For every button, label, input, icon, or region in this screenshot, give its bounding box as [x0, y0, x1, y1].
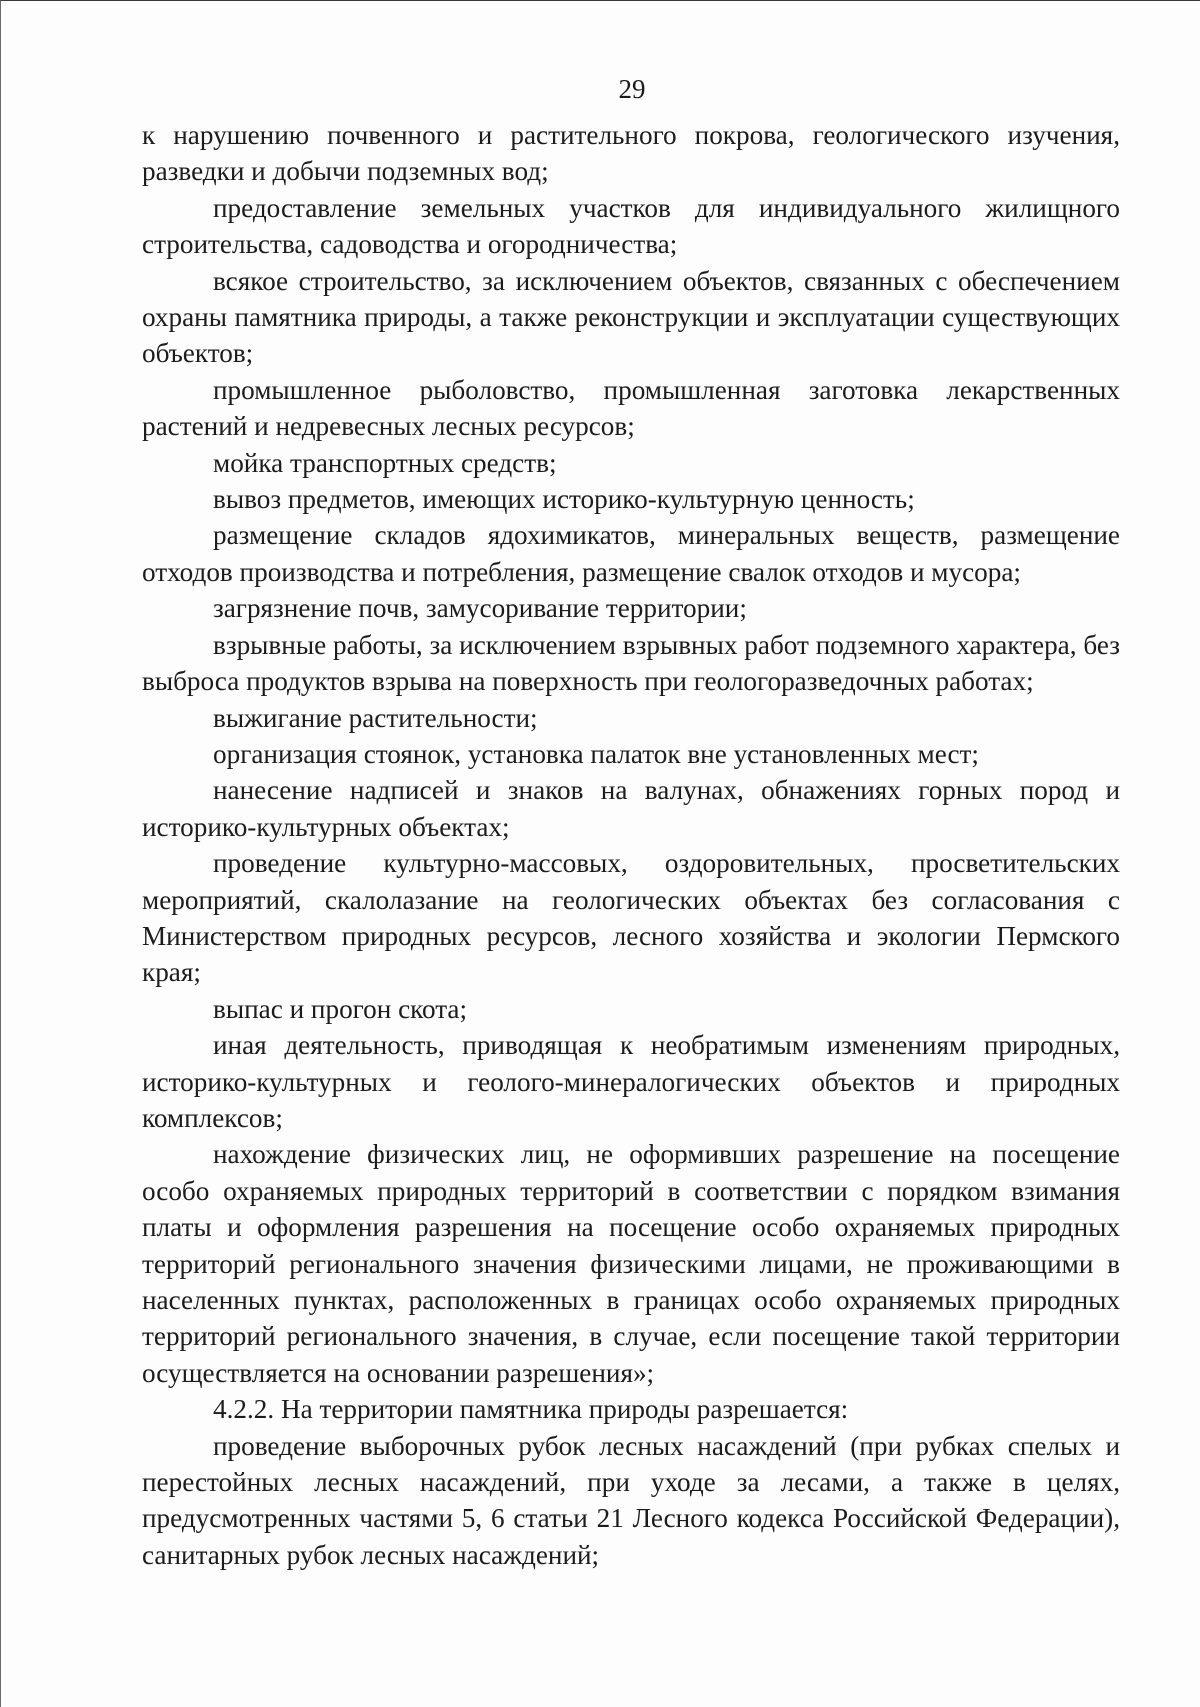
paragraph-continuation: к нарушению почвенного и растительного покрова, геологического изучения, разведки и добычи подземных вод; — [142, 120, 1120, 187]
paragraph-blasting: взрывные работы, за исключением взрывных работ подземного характера, без выброса продуктов взрыва на поверхность при геологоразведочных работах; — [142, 629, 1120, 697]
page-number: 29 — [618, 74, 646, 104]
paragraph-vehicle-washing: мойка транспортных средств; — [213, 447, 557, 478]
paragraph-other-activity: иная деятельность, приводящая к необратимым изменениям природных, историко-культурных и геолого-минералогических объектов и природных комплексов; — [142, 1030, 1120, 1133]
paragraph-land-plots: предоставление земельных участков для индивидуального жилищного строительства, садоводства и огородничества; — [142, 192, 1120, 260]
paragraph-inscriptions: нанесение надписей и знаков на валунах, обнажениях горных пород и историко-культурных объектах; — [142, 775, 1120, 842]
paragraph-soil-pollution: загрязнение почв, замусоривание территории; — [213, 593, 747, 624]
paragraph-removal-of-items: вывоз предметов, имеющих историко-культурную ценность; — [213, 484, 915, 515]
paragraph-visitor-permits: нахождение физических лиц, не оформивших разрешение на посещение особо охраняемых природных территорий в соответствии с порядком взимания платы и оформления разрешения на посещение особо охраняемых природных территорий регионального значения физическими лицами, не проживающими в населенных пунктах, расположенных в границах особо охраняемых природных территорий регионального значения, в случае, если посещение такой территории осуществляется на основании разрешения»; — [142, 1139, 1120, 1388]
paragraph-selective-logging: проведение выборочных рубок лесных насаждений (при рубках спелых и перестойных лесных насаждений, при уходе за лесами, а также в целях, предусмотренных частями 5, 6 статьи 21 Лесного кодекса Российской Федерации), санитарных рубок лесных насаждений; — [142, 1430, 1120, 1570]
document-body — [142, 117, 1120, 1573]
paragraph-camping: организация стоянок, установка палаток вне установленных мест; — [213, 738, 979, 769]
paragraph-chemicals-waste: размещение складов ядохимикатов, минеральных веществ, размещение отходов производства и потребления, размещение свалок отходов и мусора; — [142, 520, 1120, 587]
paragraph-mass-events: проведение культурно-массовых, оздоровительных, просветительских мероприятий, скалолазание на геологических объектах без согласования с Министерством природных ресурсов, лесного хозяйства и экологии Пермского края; — [142, 848, 1120, 988]
paragraph-grazing: выпас и прогон скота; — [213, 993, 468, 1024]
paragraph-burning: выжигание растительности; — [213, 702, 538, 733]
paragraph-fishing: промышленное рыболовство, промышленная заготовка лекарственных растений и недревесных лесных ресурсов; — [142, 374, 1120, 442]
paragraph-construction: всякое строительство, за исключением объектов, связанных с обеспечением охраны памятника природы, а также реконструкции и эксплуатации существующих объектов; — [142, 265, 1120, 369]
section-heading-4-2-2: 4.2.2. На территории памятника природы разрешается: — [213, 1394, 849, 1425]
